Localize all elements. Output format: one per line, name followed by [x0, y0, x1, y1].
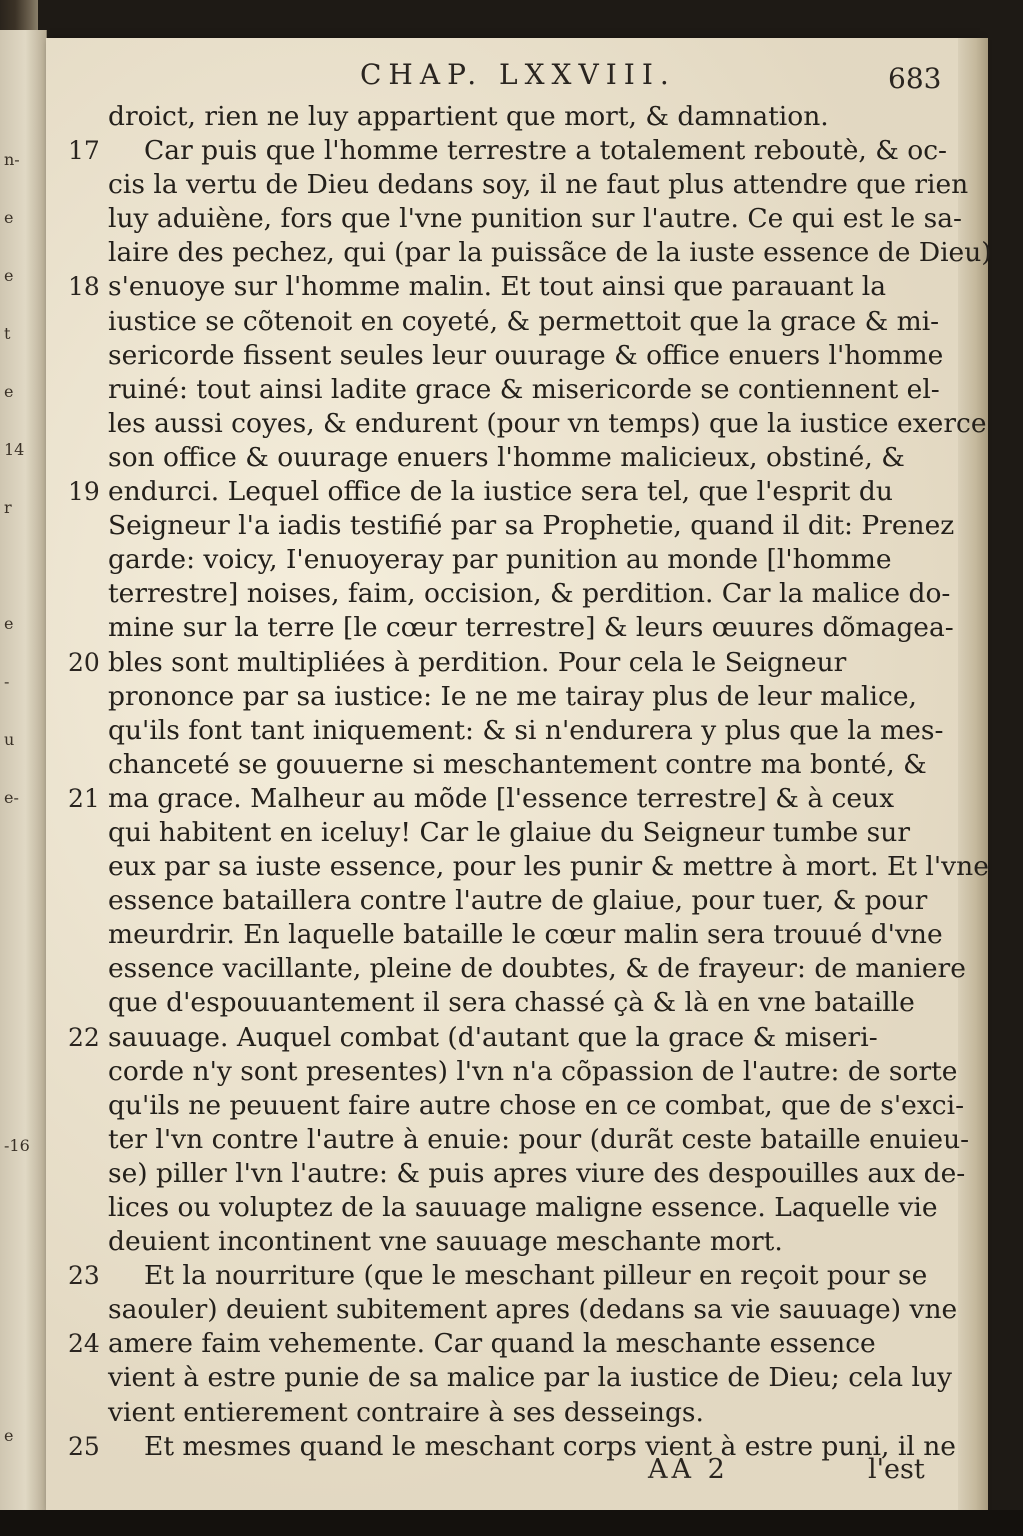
verse-number: 18	[68, 272, 100, 302]
text-line	[108, 509, 955, 543]
line-text: son office & ouurage enuers l'homme malicieux, obstiné, &	[108, 441, 905, 473]
line-text: saouler) deuient subitement apres (dedans sa vie sauuage) vne	[108, 1294, 958, 1326]
verse-number: 22	[68, 1022, 100, 1052]
text-line	[108, 1191, 938, 1225]
text-line	[108, 1089, 965, 1123]
signature-mark: AA 2	[648, 1454, 729, 1485]
line-text: sauuage. Auquel combat (d'autant que la grace & miseri-	[108, 1021, 878, 1053]
verse-number: 24	[68, 1329, 100, 1359]
text-line	[108, 918, 943, 952]
line-text: Car puis que l'homme terrestre a totalement reboutè, & oc-	[144, 135, 948, 167]
facing-page-fragment: e	[4, 614, 14, 633]
line-text: ruiné: tout ainsi ladite grace & misericorde se contiennent el-	[108, 373, 940, 405]
folio-number: 683	[888, 62, 942, 95]
text-line	[68, 1327, 908, 1361]
line-text: cis la vertu de Dieu dedans soy, il ne faut plus attendre que rien	[108, 169, 969, 201]
line-text: vient à estre punie de sa malice par la iustice de Dieu; cela luy	[108, 1362, 952, 1394]
line-text: ma grace. Malheur au mõde [l'essence terrestre] & à ceux	[108, 782, 895, 814]
text-line	[108, 680, 917, 714]
verse-number: 20	[68, 647, 100, 677]
line-text: Et mesmes quand le meschant corps vient à estre puni, il ne	[144, 1430, 956, 1462]
text-line	[108, 577, 951, 611]
facing-page-fragment: e	[4, 266, 14, 285]
bottom-background	[0, 1510, 1023, 1536]
line-text: iustice se cõtenoit en coyeté, & permettoit que la grace & mi-	[108, 305, 940, 337]
line-text: ter l'vn contre l'autre à enuie: pour (durãt ceste bataille enuieu-	[108, 1123, 970, 1155]
text-line	[68, 1021, 908, 1055]
facing-page-edge	[0, 30, 47, 1510]
text-line	[108, 884, 928, 918]
line-text: se) piller l'vn l'autre: & puis apres viure des despouilles aux de-	[108, 1157, 966, 1189]
text-line	[68, 646, 908, 680]
main-text-block	[68, 100, 992, 1464]
line-text: luy aduiène, fors que l'vne punition sur l'autre. Ce qui est le sa-	[108, 203, 962, 235]
line-text: meurdrir. En laquelle bataille le cœur malin sera trouué d'vne	[108, 919, 943, 951]
line-text: deuient incontinent vne sauuage meschante mort.	[108, 1226, 783, 1258]
line-text: essence vacillante, pleine de doubtes, & de frayeur: de maniere	[108, 953, 966, 985]
text-line	[108, 1123, 970, 1157]
line-text: essence bataillera contre l'autre de glaiue, pour tuer, & pour	[108, 885, 928, 917]
line-text: corde n'y sont presentes) l'vn n'a cõpassion de l'autre: de sorte	[108, 1055, 958, 1087]
line-text: garde: voicy, I'enuoyeray par punition au monde [l'homme	[108, 544, 892, 576]
verse-number: 21	[68, 783, 100, 813]
line-text: lices ou voluptez de la sauuage maligne essence. Laquelle vie	[108, 1192, 938, 1223]
text-line	[108, 986, 915, 1020]
text-line	[108, 543, 908, 577]
line-text: s'enuoye sur l'homme malin. Et tout ainsi que parauant la	[108, 271, 887, 303]
text-line	[108, 339, 944, 373]
verse-number: 17	[68, 136, 100, 166]
facing-page-fragment: n-	[4, 150, 20, 169]
text-line	[108, 202, 962, 236]
running-head: CHAP. LXXVIII.	[360, 58, 676, 91]
facing-page-fragment: e	[4, 208, 14, 227]
text-line	[68, 1430, 956, 1464]
line-text: droict, rien ne luy appartient que mort, & damnation.	[108, 101, 829, 132]
text-line	[108, 373, 940, 407]
verse-number: 23	[68, 1261, 100, 1291]
text-line	[108, 1293, 958, 1327]
facing-page-fragment: t	[4, 324, 11, 343]
line-text: Seigneur l'a iadis testifié par sa Prophetie, quand il dit: Prenez	[108, 510, 955, 542]
facing-page-fragment: u	[4, 730, 15, 749]
text-line	[68, 270, 908, 304]
line-text: prononce par sa iustice: Ie ne me tairay plus de leur malice,	[108, 680, 917, 712]
text-line	[68, 782, 908, 816]
text-line	[108, 236, 992, 270]
verse-number: 19	[68, 477, 100, 507]
facing-page-fragment: 14	[4, 440, 25, 459]
line-text: Et la nourriture (que le meschant pilleur en reçoit pour se	[144, 1260, 928, 1292]
line-text: les aussi coyes, & endurent (pour vn temps) que la iustice exerce	[108, 407, 987, 439]
text-line	[108, 748, 927, 782]
text-line	[108, 441, 908, 475]
line-text: vient entierement contraire à ses desseings.	[108, 1396, 704, 1428]
text-line	[108, 816, 908, 850]
text-line	[68, 134, 948, 168]
text-line	[108, 407, 987, 441]
line-text: laire des pechez, qui (par la puissãce de la iuste essence de Dieu)	[108, 237, 992, 269]
line-text: eux par sa iuste essence, pour les punir & mettre à mort. Et l'vne	[108, 851, 989, 883]
facing-page-fragment: r	[4, 498, 12, 517]
text-line	[68, 1259, 928, 1293]
text-line	[108, 168, 969, 202]
facing-page-fragment: -	[4, 672, 10, 691]
text-line	[68, 475, 908, 509]
line-text: que d'espouuantement il sera chassé çà & là en vne bataille	[108, 987, 915, 1019]
verse-number: 25	[68, 1431, 100, 1461]
text-line	[108, 1157, 966, 1191]
line-text: terrestre] noises, faim, occision, & perdition. Car la malice do-	[108, 578, 951, 610]
text-line	[108, 714, 944, 748]
text-line	[108, 1361, 952, 1395]
line-text: bles sont multipliées à perdition. Pour cela le Seigneur	[108, 646, 847, 678]
text-line	[108, 850, 989, 884]
line-text: qu'ils font tant iniquement: & si n'endurera y plus que la mes-	[108, 714, 944, 746]
text-line	[108, 305, 940, 339]
facing-page-fragment: e	[4, 382, 14, 401]
facing-page-fragment: e	[4, 1426, 14, 1445]
text-line	[108, 1055, 958, 1089]
line-text: mine sur la terre [le cœur terrestre] & leurs œuures dõmagea-	[108, 612, 954, 644]
line-text: qui habitent en iceluy! Car le glaiue du Seigneur tumbe sur	[108, 816, 910, 848]
line-text: qu'ils ne peuuent faire autre chose en ce combat, que de s'exci-	[108, 1089, 965, 1121]
facing-page-fragment: -16	[4, 1136, 30, 1155]
text-line	[108, 952, 966, 986]
line-text: endurci. Lequel office de la iustice sera tel, que l'esprit du	[108, 476, 893, 508]
line-text: sericorde fissent seules leur ouurage & office enuers l'homme	[108, 339, 944, 371]
text-line	[108, 1225, 908, 1259]
line-text: chanceté se gouuerne si meschantement contre ma bonté, &	[108, 748, 927, 780]
catchword: l'est	[868, 1454, 925, 1485]
text-line	[108, 611, 954, 645]
text-line	[108, 1396, 908, 1430]
facing-page-fragment: e-	[4, 788, 19, 807]
text-line	[108, 100, 908, 134]
line-text: amere faim vehemente. Car quand la meschante essence	[108, 1328, 876, 1360]
